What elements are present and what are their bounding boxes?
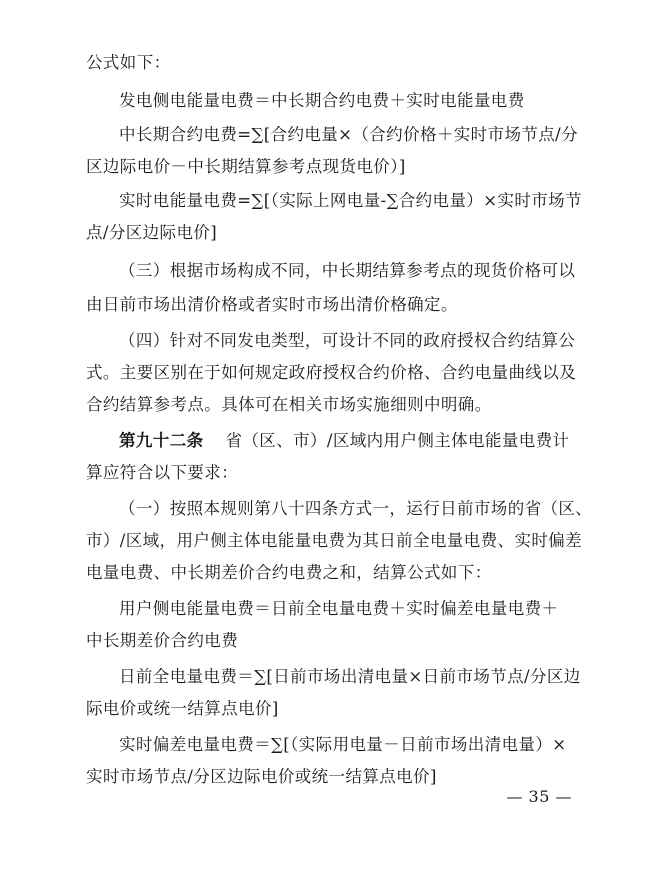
page-number: — 35 — bbox=[506, 787, 572, 806]
text-line: 实时偏差电量电费＝∑[（实际用电量－日前市场出清电量）× bbox=[119, 735, 567, 754]
text-line: 点/分区边际电价] bbox=[86, 223, 218, 242]
text-line: 实时电能量电费=∑[（实际上网电量-∑合约电量）×实时市场节 bbox=[119, 191, 582, 210]
text-line: 由日前市场出清价格或者实时市场出清价格确定。 bbox=[86, 295, 458, 314]
text-line: （四）针对不同发电类型，可设计不同的政府授权合约结算公 bbox=[119, 331, 576, 350]
article-line bbox=[119, 430, 664, 452]
text-line: 发电侧电能量电费＝中长期合约电费＋实时电能量电费 bbox=[119, 91, 525, 110]
text-line: 日前全电量电费＝∑[日前市场出清电量×日前市场节点/分区边 bbox=[119, 667, 581, 686]
text-line: 实时市场节点/分区边际电价或统一结算点电价] bbox=[86, 767, 437, 786]
text-line: 式。主要区别在于如何规定政府授权合约价格、合约电量曲线以及 bbox=[86, 363, 577, 382]
text-line: 市）/区域，用户侧主体电能量电费为其日前全电量电费、实时偏差 bbox=[86, 531, 583, 550]
text-line: （三）根据市场构成不同，中长期结算参考点的现货价格可以 bbox=[119, 261, 576, 280]
text-line: 区边际电价－中长期结算参考点现货电价）] bbox=[86, 157, 406, 176]
text-line: 中长期差价合约电费 bbox=[86, 631, 239, 650]
text-line: 算应符合以下要求： bbox=[86, 463, 239, 482]
article-text: 省（区、市）/区域内用户侧主体电能量电费计 bbox=[225, 431, 570, 450]
text-line: 电量电费、中长期差价合约电费之和，结算公式如下： bbox=[86, 563, 492, 582]
text-line: 用户侧电能量电费＝日前全电量电费＋实时偏差电量电费＋ bbox=[119, 599, 559, 618]
article-heading: 第九十二条 bbox=[119, 431, 204, 450]
text-line: （一）按照本规则第八十四条方式一，运行日前市场的省（区、 bbox=[119, 499, 593, 518]
text-line: 合约结算参考点。具体可在相关市场实施细则中明确。 bbox=[86, 395, 492, 414]
text-line: 际电价或统一结算点电价] bbox=[86, 699, 279, 718]
text-line: 中长期合约电费=∑[合约电量×（合约价格＋实时市场节点/分 bbox=[119, 125, 579, 144]
text-line: 公式如下： bbox=[86, 53, 171, 72]
